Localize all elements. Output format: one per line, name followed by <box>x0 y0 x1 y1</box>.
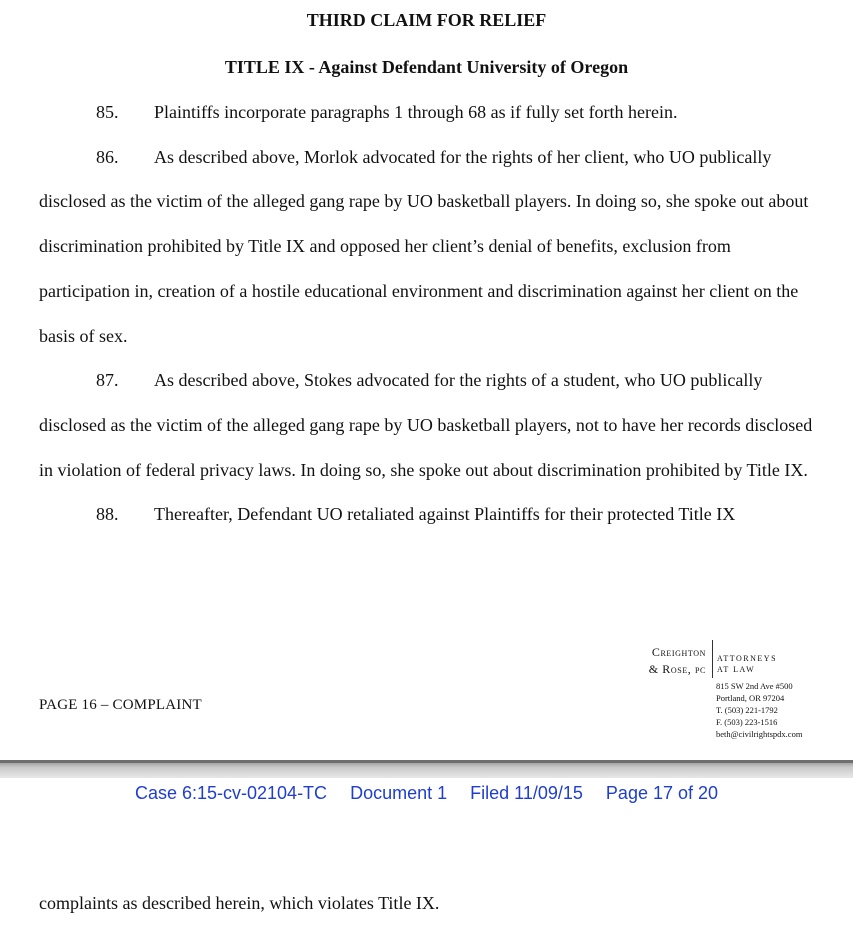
claim-title: TITLE IX - Against Defendant University of Oregon <box>224 57 629 77</box>
firm-tagline-line1: ATTORNEYS <box>717 654 778 663</box>
next-page-text: complaints as described herein, which violates Title IX. <box>39 893 440 913</box>
paragraph-88 <box>39 492 819 537</box>
filed-date: Filed 11/09/15 <box>470 783 583 803</box>
paragraph-text: As described above, Stokes advocated for the rights of a student, who UO publically disclosed as the victim of the alleged gang rape by UO basketball players, not to have her records disclosed in violation of federal privacy laws. In doing so, she spoke out about discrimination prohibited by Title IX. <box>39 370 813 480</box>
document-number: Document 1 <box>350 783 448 803</box>
email-line: beth@civilrightspdx.com <box>716 729 803 739</box>
paragraph-87 <box>39 358 819 492</box>
paragraph-text: As described above, Morlok advocated for the rights of her client, who UO publically disclosed as the victim of the alleged gang rape by UO basketball players. In doing so, she spoke out about discrimination prohibited by Title IX and opposed her client’s denial of benefits, exclusion from participation in, creation of a hostile educational environment and discrimination against her client on the basis of sex. <box>39 146 809 346</box>
paragraph-text: Plaintiffs incorporate paragraphs 1 through 68 as if fully set forth herein. <box>154 102 678 122</box>
paragraph-number: 87. <box>96 370 119 391</box>
firm-tagline-line2: AT LAW <box>717 665 756 674</box>
fax-line: F. (503) 223-1516 <box>716 717 778 727</box>
firm-divider <box>712 640 713 678</box>
paragraph-85 <box>39 90 819 135</box>
paragraph-text: Thereafter, Defendant UO retaliated against Plaintiffs for their protected Title IX <box>154 504 736 525</box>
firm-tagline <box>717 653 777 675</box>
court-filing-stamp <box>0 783 853 804</box>
firm-letterhead <box>620 640 840 740</box>
claim-heading: THIRD CLAIM FOR RELIEF <box>306 10 547 30</box>
case-number: Case 6:15-cv-02104-TC <box>134 783 328 803</box>
firm-name-line2: & Rose, pc <box>648 662 706 676</box>
address-line: Portland, OR 97204 <box>716 693 785 703</box>
address-line: 815 SW 2nd Ave #500 <box>716 681 793 691</box>
firm-address <box>716 680 802 740</box>
paragraph-number: 85. <box>96 102 119 122</box>
paragraph-number: 88. <box>96 504 119 525</box>
firm-name-line1: Creighton <box>651 645 706 659</box>
paragraph-86 <box>39 135 819 359</box>
complaint-body <box>39 90 819 537</box>
phone-line: T. (503) 221-1792 <box>716 705 778 715</box>
firm-name <box>620 644 706 678</box>
page-separator-edge <box>0 760 853 763</box>
page-label: PAGE 16 – COMPLAINT <box>39 697 202 713</box>
page-count: Page 17 of 20 <box>605 783 719 803</box>
paragraph-number: 86. <box>96 146 119 167</box>
